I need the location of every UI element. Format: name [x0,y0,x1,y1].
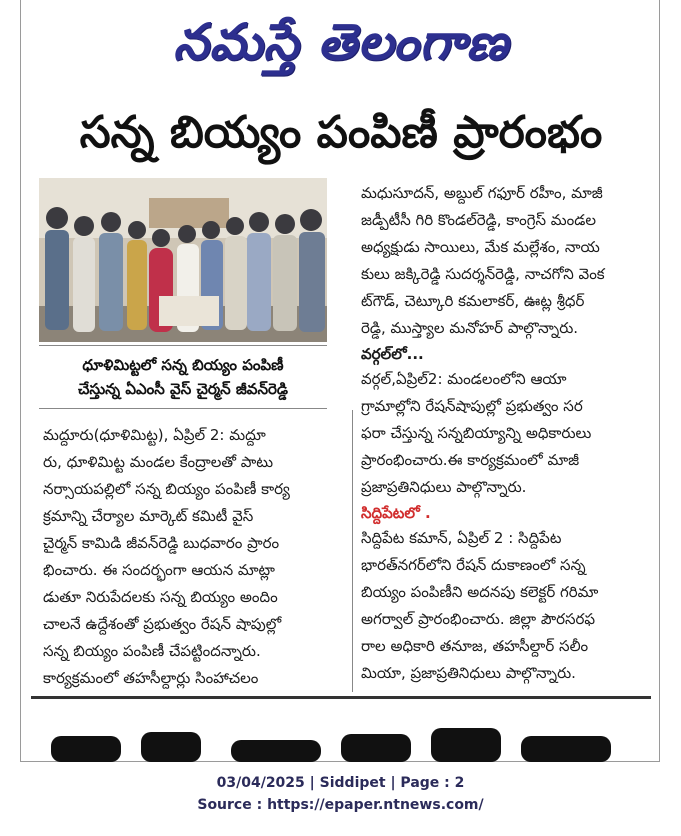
text-line: నర్సాయపల్లిలో సన్న బియ్యం పంపిణీ కార్య [43,480,290,498]
text-line: అగర్వాల్ ప్రారంభించారు. జిల్లా పౌరసరఫ [361,610,596,628]
text-line: బియ్యం పంపిణీని అదనపు కలెక్టర్ గరిమా [361,583,599,601]
text-line: ప్రారంభించారు.ఈ కార్యక్రమంలో మాజీ [361,451,580,469]
text-line: రెడ్డి, ముస్త్యాల మనోహర్ పాల్గొన్నారు. [361,319,579,337]
text-line: మధుసూదన్, అబ్దుల్ గఫూర్ రహీం, మాజీ [361,184,603,202]
text-line: డుతూ నిరుపేదలకు సన్న బియ్యం అందిం [43,588,278,606]
text-line: భారత్‌నగర్‌లోని రేషన్ దుకాణంలో సన్న [361,556,586,574]
text-line: ఫరా చేస్తున్న సన్నబియ్యాన్ని అధికారులు [361,424,592,442]
text-line: భించారు. ఈ సందర్భంగా ఆయన మాట్లా [43,561,275,579]
subhead-siddipet: సిద్దిపేటలో . [361,504,431,522]
masthead-title: నమస్తే తెలంగాణ [173,13,509,71]
text-line: మద్దూరు(ధూళిమిట్ట), ఏప్రిల్ 2: మద్దూ [43,426,266,444]
text-line: అధ్యక్షుడు సాయిలు, మేక మల్లేశం, నాయ [361,238,600,256]
text-line: చైర్మన్ కామిడి జీవన్‌రెడ్డి బుధవారం ప్రారం [43,534,280,552]
text-line: మియా, ప్రజాప్రతినిధులు పాల్గొన్నారు. [361,664,576,682]
footer-source-line: Source : https://epaper.ntnews.com/ [197,797,484,813]
cropped-headline-glyphs [31,706,651,762]
article-headline: సన్న బియ్యం పంపిణీ ప్రారంభం [79,107,603,158]
photo-caption-line: ధూళిమిట్టలో సన్న బియ్యం పంపిణీ [82,356,284,374]
group-photo-illustration [39,178,327,342]
column-divider [352,410,353,692]
article-photo [39,178,327,342]
page-footer [0,772,681,816]
text-line: ట్‌గౌడ్, చెట్కూరి కమలాకర్, ఊట్ల శ్రీధర్ [361,292,585,310]
photo-caption [39,345,327,409]
text-line: క్రమాన్ని చేర్యాల మార్కెట్ కమిటీ వైస్ [43,507,254,525]
photo-caption-line: చేస్తున్న ఏఎంసీ వైస్ చైర్మన్ జీవన్‌రెడ్డి [78,380,288,398]
right-column-text [361,180,666,687]
text-line: రాల అధికారి తనూజ, తహసీల్దార్ సలీం [361,637,589,655]
cropped-next-headline [31,706,651,762]
text-line: కార్యక్రమంలో తహసీల్దార్లు సింహాచలం [43,669,259,687]
text-line: జడ్పీటీసీ గిరి కొండల్‌రెడ్డి, కాంగ్రెస్ మండల [361,211,596,229]
text-line: ప్రజాప్రతినిధులు పాల్గొన్నారు. [361,478,527,496]
left-column-text [43,422,343,692]
text-line: సిద్దిపేట కమాన్, ఏప్రిల్ 2 : సిద్దిపేట [361,529,562,547]
text-line: కులు జక్కిరెడ్డి సుదర్శన్‌రెడ్డి, నాచగోని వెంక [361,265,605,283]
section-rule [31,696,651,699]
text-line: రు, ధూళిమిట్ట మండల కేంద్రాలతో పాటు [43,453,274,471]
text-line: సన్న బియ్యం పంపిణీ చేపట్టిందన్నారు. [43,642,261,660]
newspaper-page [20,0,660,762]
subhead-vargal: వర్గల్‌లో... [361,345,424,363]
footer-date-line: 03/04/2025 | Siddipet | Page : 2 [216,775,465,791]
text-line: వర్గల్,ఏప్రిల్2: మండలంలోని ఆయా [361,370,567,388]
text-line: గ్రామాల్లోని రేషన్‌షాపుల్లో ప్రభుత్వం సర [361,397,583,415]
text-line: చాలనే ఉద్దేశంతో ప్రభుత్వం రేషన్ షాపుల్లో [43,615,282,633]
